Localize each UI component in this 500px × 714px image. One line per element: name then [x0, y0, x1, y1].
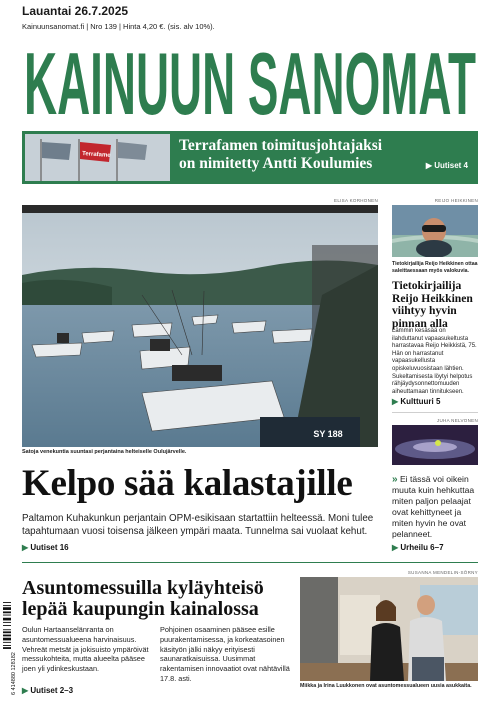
couple-photo: [300, 577, 478, 681]
main-headline[interactable]: Kelpo sää kalastajille: [22, 463, 353, 504]
flags-photo: [25, 134, 170, 181]
bottom-photo-caption: Miikka ja Irina Luukkonen ovat asuntomessualueen uusia asukkaita.: [300, 683, 472, 689]
bottom-photo-credit: SUSANNA MENDELIN-SÖRNY: [407, 570, 478, 575]
top-banner[interactable]: [22, 131, 478, 184]
banner-headline[interactable]: Terrafamen toimitusjohtajaksi on nimitetty Antti Koulumies: [179, 137, 383, 172]
floorball-photo: [392, 425, 478, 465]
masthead-text: KAINUUN SANOMAT: [24, 46, 476, 124]
rc-headline[interactable]: Tietokirjailija Reijo Heikkinen viihtyy hyvin pinnan alla: [392, 279, 473, 330]
section-divider: [22, 562, 478, 563]
bottom-section-ref[interactable]: ▶ Uutiset 2–3: [22, 686, 74, 695]
issue-date: Lauantai 26.7.2025: [22, 4, 129, 18]
rc-quote: » Ei tässä voi oikein muuta kuin hehkuttaa miten paljon pelaajat ovat kehittyneet ja miten hyvin he ovat pelanneet.: [392, 474, 475, 539]
main-photo-caption: Satoja venekuntia suuntasi perjantaina helteiselle Oulujärvelle.: [22, 449, 187, 455]
quote-icon: »: [392, 474, 398, 485]
barcode: [3, 600, 17, 696]
boat-number: SY 188: [313, 429, 343, 439]
triangle-right-icon: ▶: [392, 543, 399, 552]
triangle-right-icon: ▶: [22, 686, 29, 695]
flag-text: Terrafame: [81, 151, 111, 159]
barcode-number: 6 414880 128182: [11, 652, 17, 695]
rc-photo2-credit: JUHA NELVONEN: [436, 418, 478, 423]
masthead-logo: [22, 46, 478, 124]
main-section-ref[interactable]: ▶ Uutiset 16: [22, 543, 69, 552]
rc-divider: [392, 412, 478, 413]
rc-body: Lämmin kesäsää on ilahduttanut vapaasukeltusta harrastavaa Reijo Heikkistä, 75. Hän on harrastanut vapaasukellusta opiskeluvuosistaan lähtien. Sukeltamisesta löytyi helpotus rähjäydysonnettomuuden aiheuttamaan tinnitukseen.: [392, 328, 477, 395]
issue-meta: Kainuunsanomat.fi | Nro 139 | Hinta 4,20 €. (sis. alv 10%).: [22, 22, 215, 31]
bottom-col-2: Pohjoinen osaaminen pääsee esille puurakentamisessa, ja korkeatasoinen käsityön jälki näkyy erityisesti saunaratkaisuissa. Uusimmat rakentamisen innovaatiot ovat nähtävillä 17.8. asti.: [160, 625, 290, 683]
main-photo-credit: ELISA KORHONEN: [334, 198, 378, 203]
triangle-right-icon: ▶: [425, 161, 432, 170]
diver-photo: [392, 205, 478, 257]
bottom-col-1: Oulun Hartaanselänranta on asuntomessualueena harvinaisuus. Vehreät metsät ja jokisuisto ympäröivät messukohteita, mutta alueelta pääsee joen yli ydinkeskustaan.: [22, 625, 149, 674]
rc-section-ref-2[interactable]: ▶ Urheilu 6–7: [392, 543, 444, 552]
rc-photo1-credit: REIJO HEIKKINEN: [434, 198, 478, 203]
main-photo: [22, 205, 378, 447]
banner-section-ref[interactable]: ▶ Uutiset 4: [425, 161, 468, 170]
rc-photo1-caption: Tietokirjailija Reijo Heikkinen ottaa saleittaessaan myös valokuvia.: [392, 261, 478, 274]
triangle-right-icon: ▶: [392, 397, 399, 406]
rc-section-ref-1[interactable]: ▶ Kulttuuri 5: [392, 397, 441, 406]
main-lead: Paltamon Kuhakunkun perjantain OPM-esikisaan startattiin helteessä. Moni tulee tapahtumaan vuosi toisensa jälkeen ympäri maata. Tunnelma sai vuolaat kehut.: [22, 513, 374, 537]
triangle-right-icon: ▶: [22, 543, 29, 552]
bottom-headline[interactable]: Asuntomessuilla kyläyhteisö lepää kaupungin kainalossa: [22, 577, 264, 620]
